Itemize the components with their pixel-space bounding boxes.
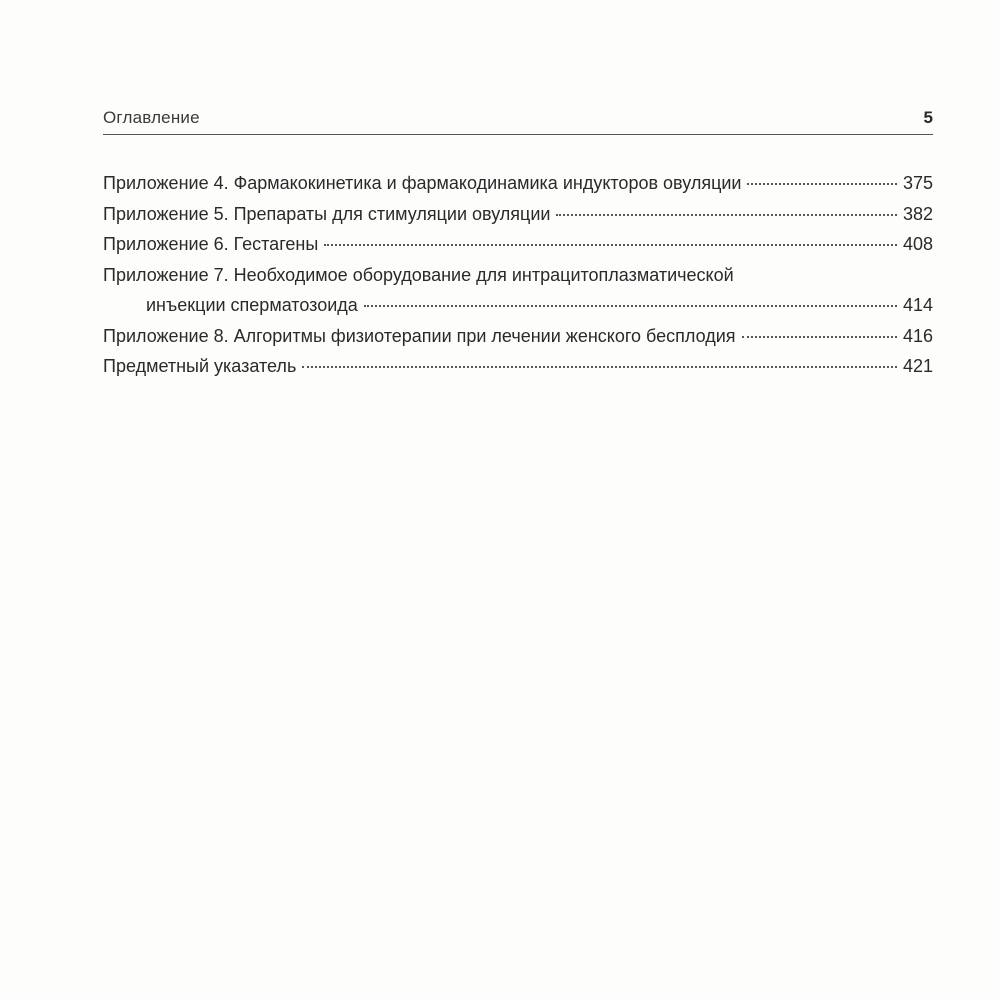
toc-entry-title: Приложение 8. Алгоритмы физиотерапии при лечении женского бесплодия: [103, 325, 736, 346]
page-number: 5: [923, 108, 933, 127]
toc-entry-title: Приложение 5. Препараты для стимуляции овуляции: [103, 203, 551, 224]
running-header: [103, 106, 933, 132]
toc-entry-title: Предметный указатель: [103, 356, 297, 376]
dot-leader: [324, 244, 897, 246]
toc-entry-title-continued: инъекции сперматозоида: [146, 295, 358, 315]
dot-leader: [747, 183, 896, 185]
toc-entry-subject-index[interactable]: [103, 351, 933, 382]
toc-entry-title: Приложение 7. Необходимое оборудование для интрацитоплазматической: [103, 264, 734, 285]
dot-leader: [742, 336, 897, 338]
toc-entry-page: 375: [902, 173, 933, 193]
toc-entry-appendix-6[interactable]: [103, 229, 933, 260]
header-divider: [103, 134, 933, 135]
dot-leader: [364, 305, 897, 307]
toc-entry-appendix-5[interactable]: [103, 199, 933, 230]
table-of-contents: [103, 168, 933, 382]
section-title: Оглавление: [103, 108, 200, 127]
toc-entry-title: Приложение 6. Гестагены: [103, 234, 319, 254]
toc-entry-page: 416: [902, 325, 933, 346]
dot-leader: [302, 366, 897, 368]
toc-entry-title: Приложение 4. Фармакокинетика и фармакодинамика индукторов овуляции: [103, 173, 742, 193]
dot-leader: [556, 214, 896, 216]
toc-entry-appendix-8[interactable]: [103, 321, 933, 352]
toc-entry-page: 382: [902, 203, 933, 224]
toc-entry-page: 408: [902, 234, 933, 254]
toc-entry-appendix-4[interactable]: [103, 168, 933, 199]
toc-entry-page: 421: [902, 356, 933, 376]
toc-entry-appendix-7[interactable]: [103, 260, 933, 321]
toc-entry-page: 414: [902, 295, 933, 315]
